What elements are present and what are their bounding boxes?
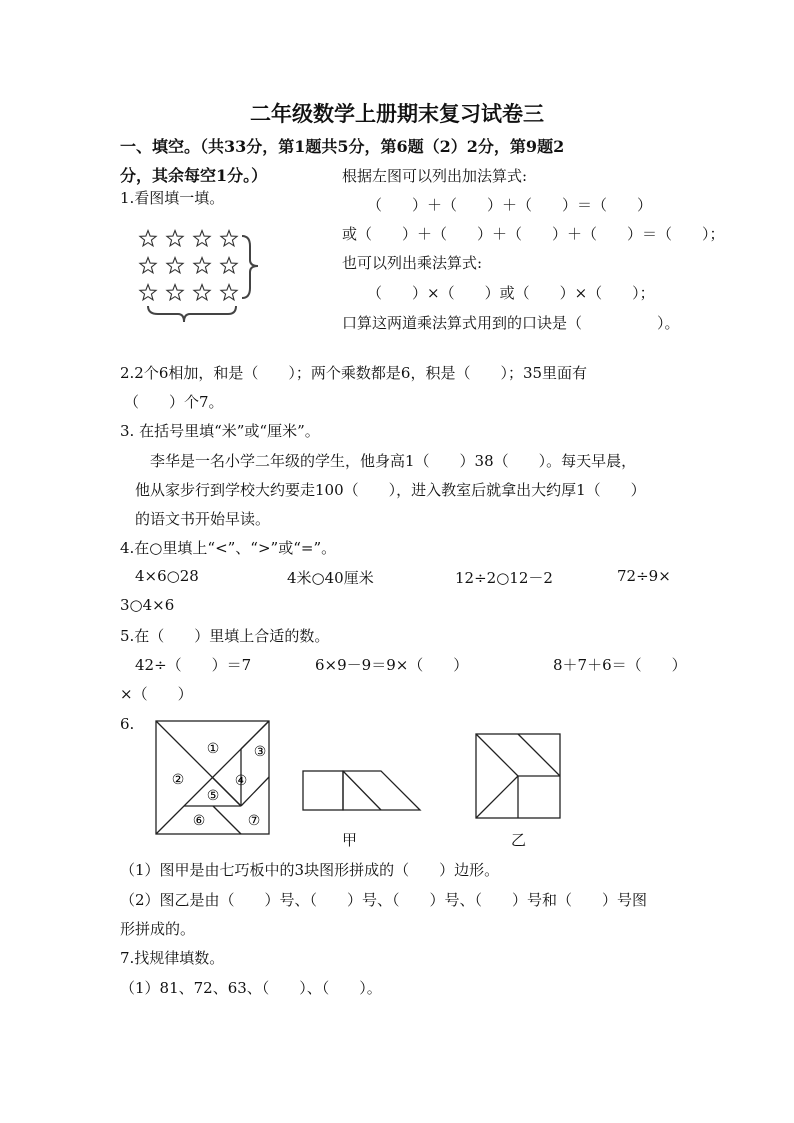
q1-right-line-6: 口算这两道乘法算式用到的口诀是（ ）。 (342, 314, 680, 332)
bottom-brace (148, 306, 236, 322)
q1-right-line-3: 或（ ）＋（ ）＋（ ）＋（ ）＝（ ）； (342, 225, 725, 243)
piece-5-label: ⑤ (206, 788, 220, 804)
stars-group (140, 231, 237, 300)
q3-line2: 他从家步行到学校大约要走100（ ），进入教室后就拿出大约厚1（ ） (135, 481, 646, 499)
figure-jia-label: 甲 (342, 831, 358, 849)
star-icon (140, 285, 156, 300)
figure-yi (476, 734, 562, 820)
q2-line1: 2.2个6相加，和是（ ）；两个乘数都是6，积是（ ）；35里面有 (120, 364, 588, 382)
star-icon (221, 285, 237, 300)
piece-3-label: ③ (253, 744, 267, 760)
q5-line2: ×（ ） (120, 685, 193, 703)
q5-label: 5.在（ ）里填上合适的数。 (120, 627, 330, 645)
star-icon (221, 258, 237, 273)
q3-line3: 的语文书开始早读。 (135, 510, 271, 528)
q4-label: 4.在○里填上“<”、“>”或“=”。 (120, 539, 337, 557)
q5-item-3: 8＋7＋6＝（ ） (553, 656, 687, 674)
piece-2-label: ② (171, 772, 185, 788)
star-icon (140, 231, 156, 246)
q4-item-2: 4米○40厘米 (287, 569, 374, 587)
q4-item-3: 12÷2○12－2 (455, 569, 553, 587)
star-icon (167, 231, 183, 246)
piece-7-label: ⑦ (247, 813, 261, 829)
q4-item-1: 4×6○28 (135, 567, 199, 585)
star-icon (167, 285, 183, 300)
q1-right-line-2: （ ）＋（ ）＋（ ）＝（ ） (367, 196, 653, 214)
q3-line1: 李华是一名小学二年级的学生，他身高1（ ）38（ ）。每天早晨， (150, 452, 637, 470)
q4-line2: 3○4×6 (120, 596, 175, 614)
piece-6-label: ⑥ (192, 813, 206, 829)
figure-jia (303, 771, 423, 811)
q6-sub2-line2: 形拼成的。 (120, 920, 196, 938)
piece-4-label: ④ (234, 773, 248, 789)
star-icon (167, 258, 183, 273)
q2-line2: （ ）个7。 (124, 393, 224, 411)
star-icon (194, 231, 210, 246)
q1-right-line-5: （ ）×（ ）或（ ）×（ ）； (367, 284, 655, 302)
q5-item-1: 42÷（ ）＝7 (135, 656, 252, 674)
q1-right-line-4: 也可以列出乘法算式: (342, 254, 483, 272)
q3-label: 3. 在括号里填“米”或“厘米”。 (120, 422, 320, 440)
star-grid-figure (132, 222, 272, 332)
q6-sub1: （1）图甲是由七巧板中的3块图形拼成的（ ）边形。 (120, 861, 500, 879)
piece-1-label: ① (206, 741, 220, 757)
q1-label: 1.看图填一填。 (120, 189, 225, 207)
star-icon (194, 285, 210, 300)
right-brace (242, 236, 258, 298)
q4-item-4: 72÷9× (617, 567, 671, 585)
star-icon (140, 258, 156, 273)
star-icon (221, 231, 237, 246)
section1-header-line2: 分，其余每空1分。） (120, 166, 268, 185)
figure-yi-label: 乙 (511, 831, 527, 849)
q7-sub1: （1）81、72、63、（ ）、（ ）。 (120, 979, 382, 997)
q1-right-line-1: 根据左图可以列出加法算式: (342, 167, 528, 185)
section1-header-line1: 一、填空。（共33分，第1题共5分，第6题（2）2分，第9题2 (120, 137, 565, 156)
q6-sub2-line1: （2）图乙是由（ ）号、（ ）号、（ ）号、（ ）号和（ ）号图 (120, 891, 648, 909)
page-title: 二年级数学上册期末复习试卷三 (250, 101, 544, 126)
q6-label: 6. (120, 715, 135, 733)
star-icon (194, 258, 210, 273)
tangram-square-figure (156, 721, 271, 836)
q7-label: 7.找规律填数。 (120, 949, 225, 967)
q5-item-2: 6×9－9＝9×（ ） (315, 656, 469, 674)
